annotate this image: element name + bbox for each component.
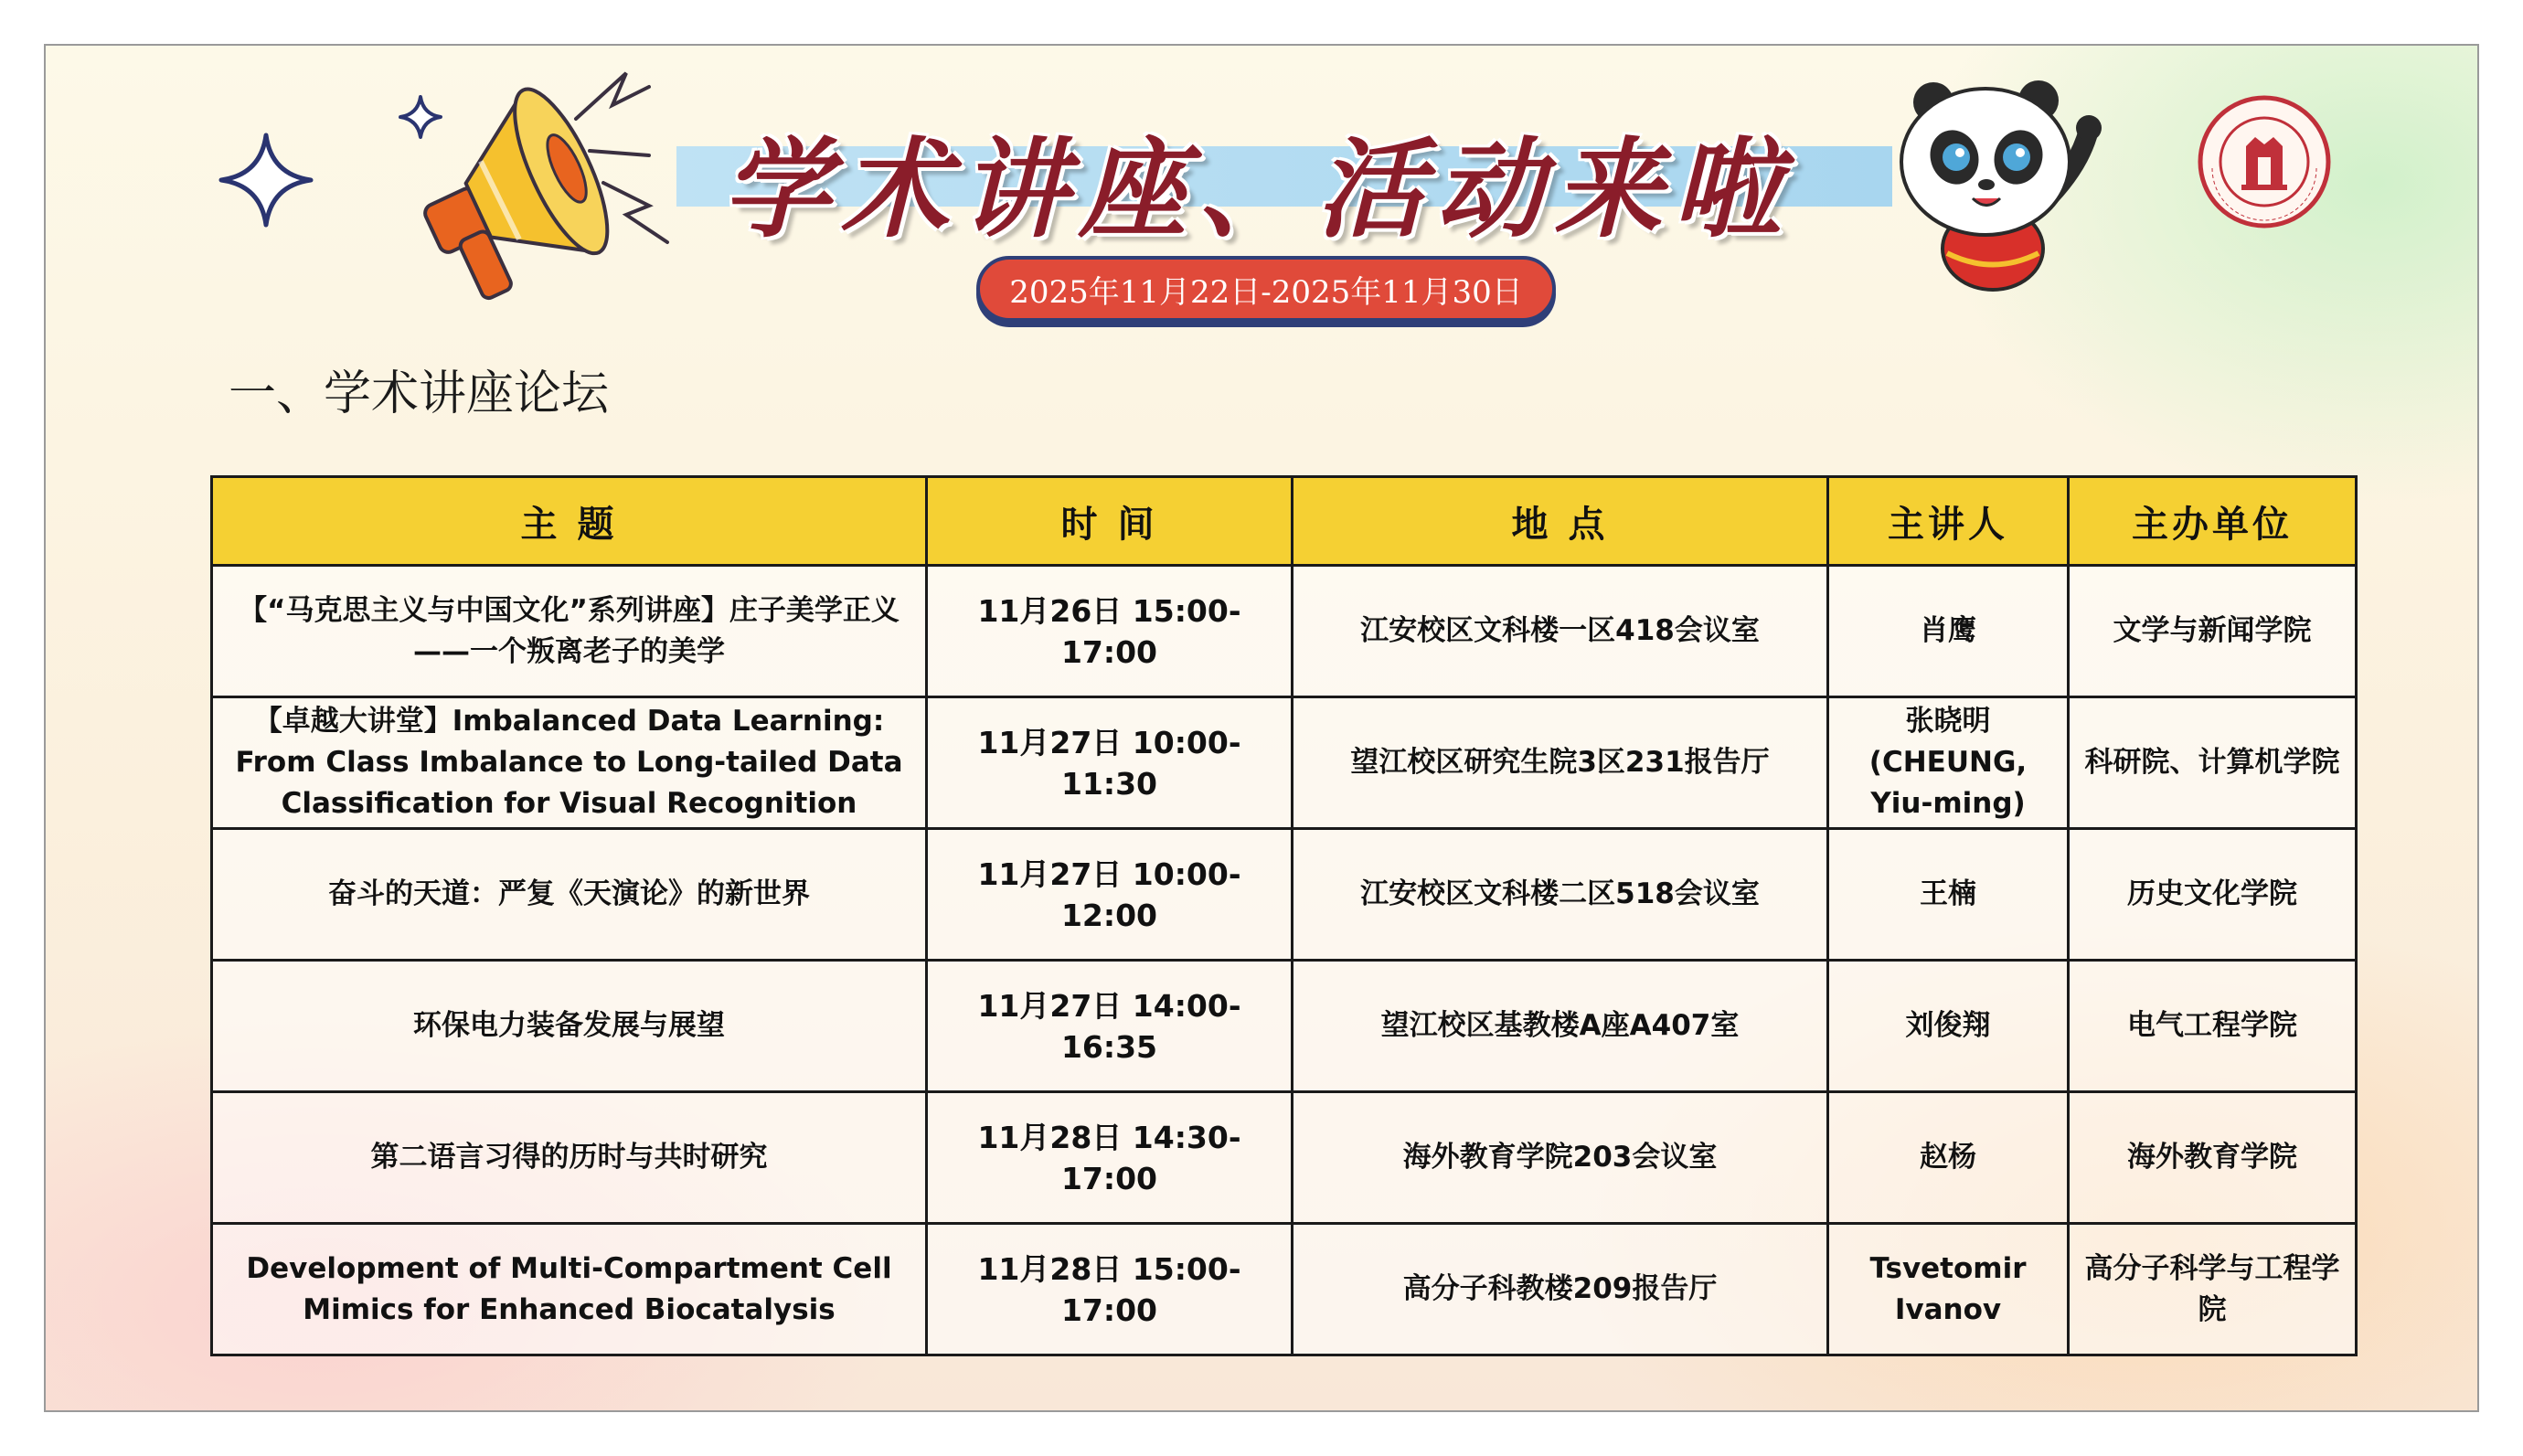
cell-venue: 高分子科教楼209报告厅	[1293, 1224, 1828, 1355]
cell-speaker: 刘俊翔	[1828, 961, 2069, 1092]
banner-title: 学术讲座、活动来啦	[722, 125, 1793, 252]
cell-topic: 奋斗的天道：严复《天演论》的新世界	[212, 829, 927, 961]
cell-topic: 【卓越大讲堂】Imbalanced Data Learning: From Class Imbalance to Long-tailed Data Classification for Visual Recognition	[212, 697, 927, 829]
cell-time: 11月28日 14:30-17:00	[927, 1092, 1293, 1224]
column-header-topic: 主 题	[212, 477, 927, 566]
panda-mascot	[1883, 66, 2121, 294]
cell-venue: 望江校区研究生院3区231报告厅	[1293, 697, 1828, 829]
cell-time: 11月27日 14:00-16:35	[927, 961, 1293, 1092]
column-header-time: 时 间	[927, 477, 1293, 566]
cell-speaker: 王楠	[1828, 829, 2069, 961]
table-row	[212, 1092, 2357, 1224]
cell-topic: 环保电力装备发展与展望	[212, 961, 927, 1092]
table-row	[212, 961, 2357, 1092]
table-row	[212, 829, 2357, 961]
section-heading: 一、学术讲座论坛	[229, 367, 610, 421]
cell-organizer: 科研院、计算机学院	[2069, 697, 2357, 829]
slide	[44, 44, 2479, 1412]
cell-organizer: 历史文化学院	[2069, 829, 2357, 961]
date-range-badge: 2025年11月22日-2025年11月30日	[976, 256, 1556, 322]
sparkle-icon	[216, 130, 316, 230]
cell-venue: 海外教育学院203会议室	[1293, 1092, 1828, 1224]
column-header-organizer: 主办单位	[2069, 477, 2357, 566]
cell-speaker: Tsvetomir Ivanov	[1828, 1224, 2069, 1355]
table-header-row	[212, 477, 2357, 566]
column-header-venue: 地 点	[1293, 477, 1828, 566]
cell-venue: 江安校区文科楼二区518会议室	[1293, 829, 1828, 961]
cell-organizer: 海外教育学院	[2069, 1092, 2357, 1224]
cell-topic: 第二语言习得的历时与共时研究	[212, 1092, 927, 1224]
megaphone-icon	[375, 55, 695, 302]
cell-time: 11月27日 10:00-12:00	[927, 829, 1293, 961]
cell-speaker: 肖鹰	[1828, 566, 2069, 697]
table-row	[212, 1224, 2357, 1355]
cell-organizer: 文学与新闻学院	[2069, 566, 2357, 697]
cell-venue: 江安校区文科楼一区418会议室	[1293, 566, 1828, 697]
cell-topic: 【“马克思主义与中国文化”系列讲座】庄子美学正义——一个叛离老子的美学	[212, 566, 927, 697]
cell-speaker: 赵杨	[1828, 1092, 2069, 1224]
column-header-speaker: 主讲人	[1828, 477, 2069, 566]
cell-time: 11月28日 15:00-17:00	[927, 1224, 1293, 1355]
cell-venue: 望江校区基教楼A座A407室	[1293, 961, 1828, 1092]
university-seal-logo	[2196, 93, 2333, 230]
table-row	[212, 566, 2357, 697]
cell-organizer: 电气工程学院	[2069, 961, 2357, 1092]
cell-speaker: 张晓明 (CHEUNG, Yiu-ming)	[1828, 697, 2069, 829]
lecture-schedule-table	[210, 475, 2358, 1356]
cell-topic: Development of Multi-Compartment Cell Mimics for Enhanced Biocatalysis	[212, 1224, 927, 1355]
table-row	[212, 697, 2357, 829]
cell-time: 11月26日 15:00-17:00	[927, 566, 1293, 697]
cell-organizer: 高分子科学与工程学院	[2069, 1224, 2357, 1355]
cell-time: 11月27日 10:00-11:30	[927, 697, 1293, 829]
